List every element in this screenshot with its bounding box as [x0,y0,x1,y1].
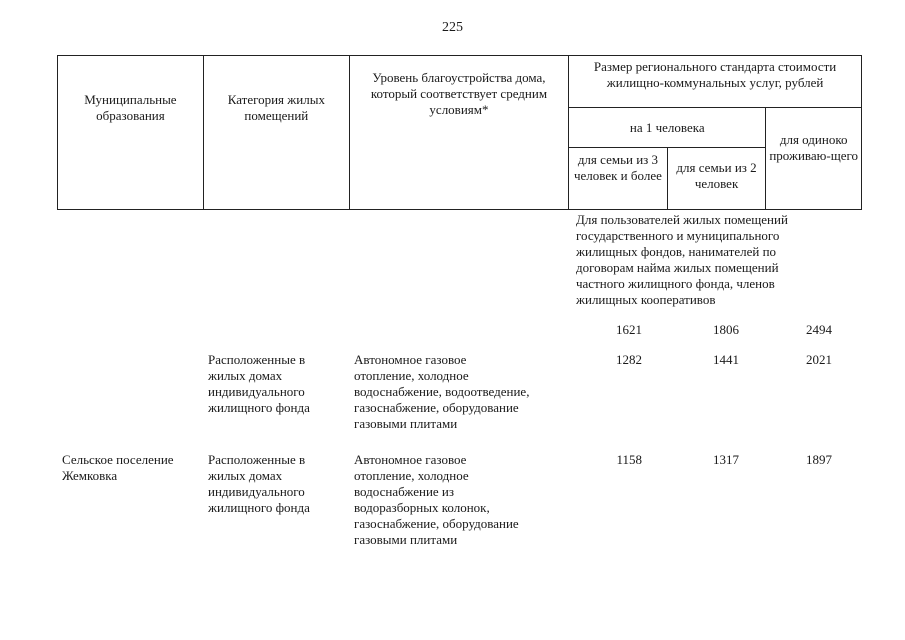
header-per-person: на 1 человека [569,108,766,148]
page-number: 225 [442,20,463,35]
row-category: Расположенные в жилых домах индивидуального жилищного фонда [208,352,310,415]
value-family2: 1806 [713,322,739,337]
value-family3: 1621 [616,322,642,337]
table-header [57,55,862,210]
value-single: 1897 [806,452,832,467]
row-category: Расположенные в жилых домах индивидуального жилищного фонда [208,452,310,515]
value-single: 2494 [806,322,832,337]
header-single: для одиноко проживаю-щего [766,108,862,210]
value-family3: 1158 [616,452,642,467]
row-level: Автономное газовое отопление, холодное водоснабжение, водоотведение, газоснабжение, оборудование газовыми плитами [354,352,530,431]
section-note: Для пользователей жилых помещений государственного и муниципального жилищных фондов, нанимателей по договорам найма жилых помещений частного жилищного фонда, членов жилищных кооперативов [576,212,788,307]
header-municipal: Муниципальные образования [58,56,204,210]
header-category: Категория жилых помещений [203,56,349,210]
row-level: Автономное газовое отопление, холодное водоснабжение из водоразборных колонок, газоснабжение, оборудование газовыми плитами [354,452,519,547]
header-family2: для семьи из 2 человек [667,148,766,210]
header-family3: для семьи из 3 человек и более [569,148,668,210]
header-level: Уровень благоустройства дома, который соответствует средним условиям* [349,56,568,210]
value-family2: 1441 [713,352,739,367]
value-family2: 1317 [713,452,739,467]
value-family3: 1282 [616,352,642,367]
value-single: 2021 [806,352,832,367]
header-size: Размер регионального стандарта стоимости жилищно-коммунальных услуг, рублей [569,56,862,108]
row-municipal: Сельское поселение Жемковка [62,452,174,483]
